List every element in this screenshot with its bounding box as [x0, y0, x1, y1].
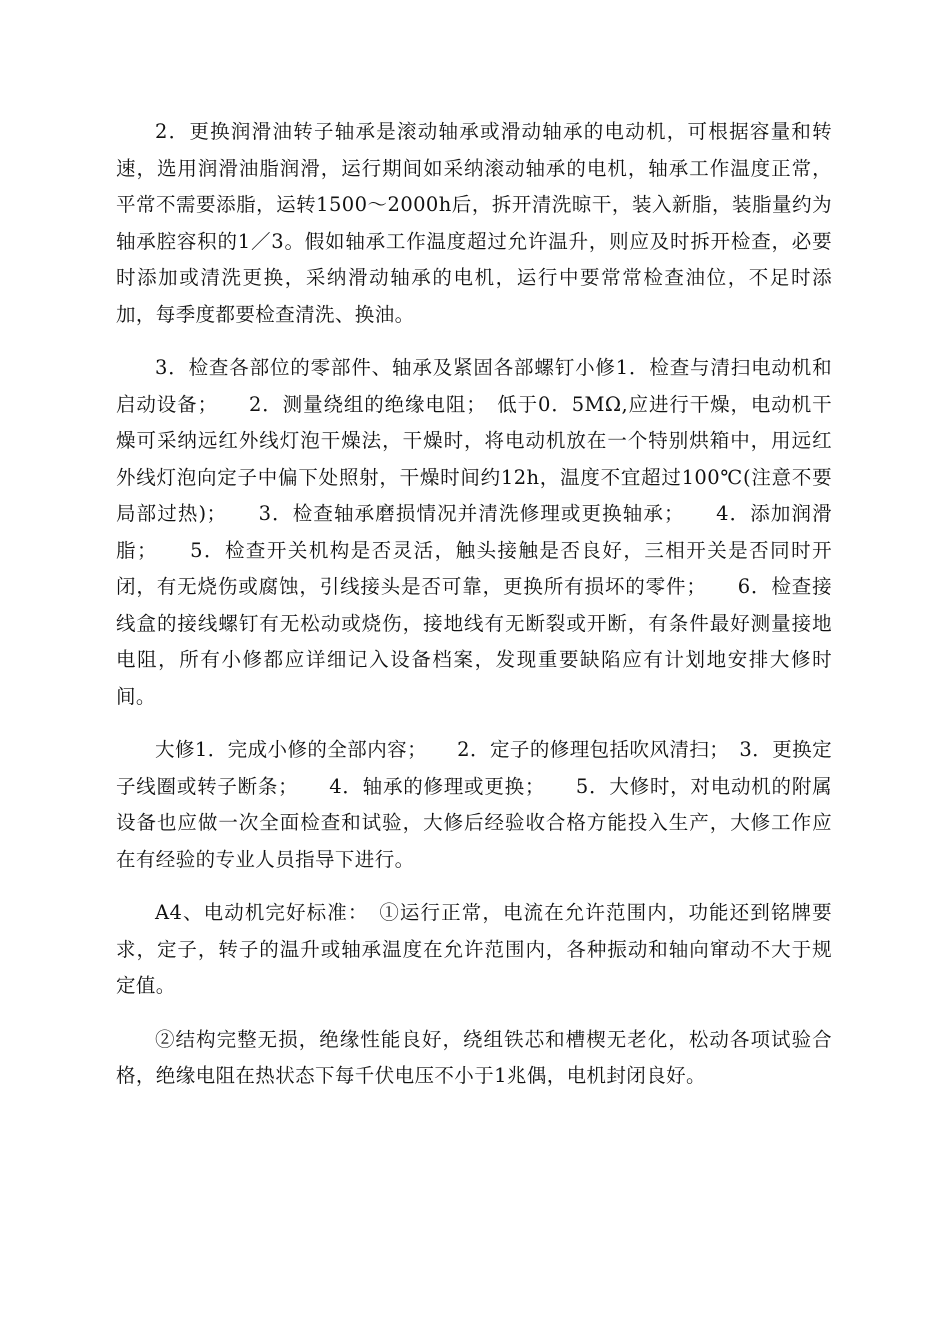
- paragraph-bearing-lubrication: 2．更换润滑油转子轴承是滚动轴承或滑动轴承的电动机，可根据容量和转速，选用润滑油脂润滑，运行期间如采纳滚动轴承的电机，轴承工作温度正常，平常不需要添脂，运转1500～2000h后，拆开清洗晾干，装入新脂，装脂量约为轴承腔容积的1／3。假如轴承工作温度超过允许温升，则应及时拆开检查，必要时添加或清洗更换，采纳滑动轴承的电机，运行中要常常检查油位，不足时添加，每季度都要检查清洗、换油。: [116, 120, 832, 326]
- paragraph-motor-standard-1: A4、电动机完好标准： ①运行正常，电流在允许范围内，功能还到铭牌要求，定子，转子的温升或轴承温度在允许范围内，各种振动和轴向窜动不大于规定值。: [116, 901, 832, 997]
- document-body: [116, 114, 832, 1095]
- paragraph-major-repair: 大修1．完成小修的全部内容； 2．定子的修理包括吹风清扫； 3．更换定子线圈或转子断条； 4．轴承的修理或更换； 5．大修时，对电动机的附属设备也应做一次全面检查和试验，大修后经验收合格方能投入生产，大修工作应在有经验的专业人员指导下进行。: [116, 738, 832, 871]
- paragraph-minor-repair: 3．检查各部位的零部件、轴承及紧固各部螺钉小修1．检查与清扫电动机和启动设备； 2．测量绕组的绝缘电阻； 低于0．5MΩ,应进行干燥，电动机干燥可采纳远红外线灯泡干燥法，干燥时，将电动机放在一个特别烘箱中，用远红外线灯泡向定子中偏下处照射，干燥时间约12h，温度不宜超过100℃(注意不要局部过热)； 3．检查轴承磨损情况并清洗修理或更换轴承； 4．添加润滑脂； 5．检查开关机构是否灵活，触头接触是否良好，三相开关是否同时开闭，有无烧伤或腐蚀，引线接头是否可靠，更换所有损坏的零件； 6．检查接线盒的接线螺钉有无松动或烧伤，接地线有无断裂或开断，有条件最好测量接地电阻，所有小修都应详细记入设备档案，发现重要缺陷应有计划地安排大修时间。: [116, 356, 832, 708]
- paragraph-motor-standard-2: ②结构完整无损，绝缘性能良好，绕组铁芯和槽楔无老化，松动各项试验合格，绝缘电阻在热状态下每千伏电压不小于1兆偶，电机封闭良好。: [116, 1027, 832, 1087]
